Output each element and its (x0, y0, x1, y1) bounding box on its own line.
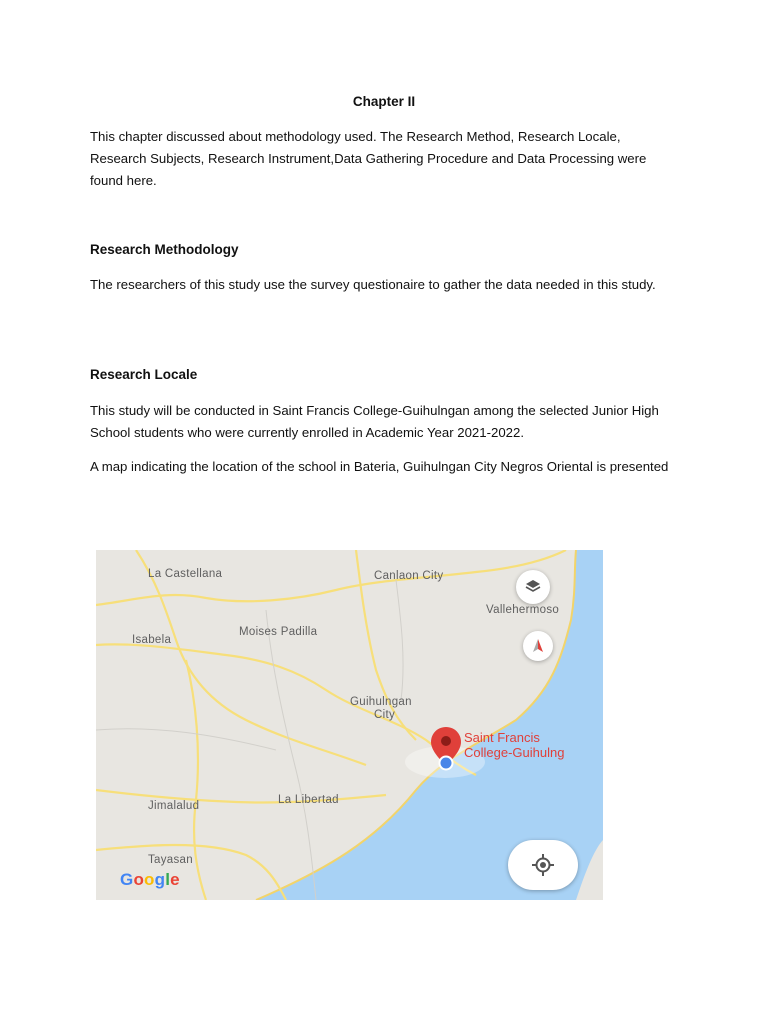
compass-button[interactable] (523, 631, 553, 661)
place-vallehermoso: Vallehermoso (486, 604, 560, 616)
logo-letter: o (133, 870, 145, 889)
intro-paragraph: This chapter discussed about methodology used. The Research Method, Research Locale, Research Subjects, Research Instrument,Data Gathering Procedure and Data Processing were found here. (90, 129, 647, 188)
place-jimalalud: Jimalalud (148, 800, 200, 812)
google-logo (120, 870, 180, 890)
my-location-button[interactable] (508, 840, 578, 890)
place-isabela: Isabela (132, 634, 172, 646)
locale-heading: Research Locale (90, 367, 198, 382)
logo-letter: o (144, 870, 155, 889)
chapter-title: Chapter II (352, 94, 416, 109)
methodology-heading: Research Methodology (90, 242, 239, 257)
logo-letter: g (154, 870, 166, 889)
locale-paragraph-2: A map indicating the location of the school in Bateria, Guihulngan City Negros Oriental is presented (90, 459, 669, 474)
locale-paragraph-1: This study will be conducted in Saint Francis College-Guihulngan among the selected Junior High School students who were currently enrolled in Academic Year 2021-2022. (90, 403, 659, 440)
place-tayasan: Tayasan (148, 854, 193, 866)
marker-label-line1: Saint Francis (464, 730, 540, 745)
logo-letter: e (170, 870, 180, 889)
layers-icon (524, 578, 542, 596)
logo-letter: l (165, 870, 171, 889)
place-moises-padilla: Moises Padilla (239, 626, 318, 638)
layers-button[interactable] (516, 570, 550, 604)
location-map[interactable] (96, 550, 603, 900)
place-guihulngan-city: City (374, 709, 396, 721)
place-la-libertad: La Libertad (278, 794, 339, 806)
compass-icon (531, 638, 545, 654)
my-location-icon (531, 853, 555, 877)
logo-letter: G (120, 870, 134, 889)
place-canlaon-city: Canlaon City (374, 570, 444, 582)
marker-label-line2: College-Guihulng (464, 745, 565, 760)
current-location-dot (437, 754, 455, 772)
place-la-castellana: La Castellana (148, 568, 223, 580)
place-guihulngan: Guihulngan (350, 696, 412, 708)
methodology-paragraph: The researchers of this study use the survey questionaire to gather the data needed in this study. (90, 277, 656, 292)
